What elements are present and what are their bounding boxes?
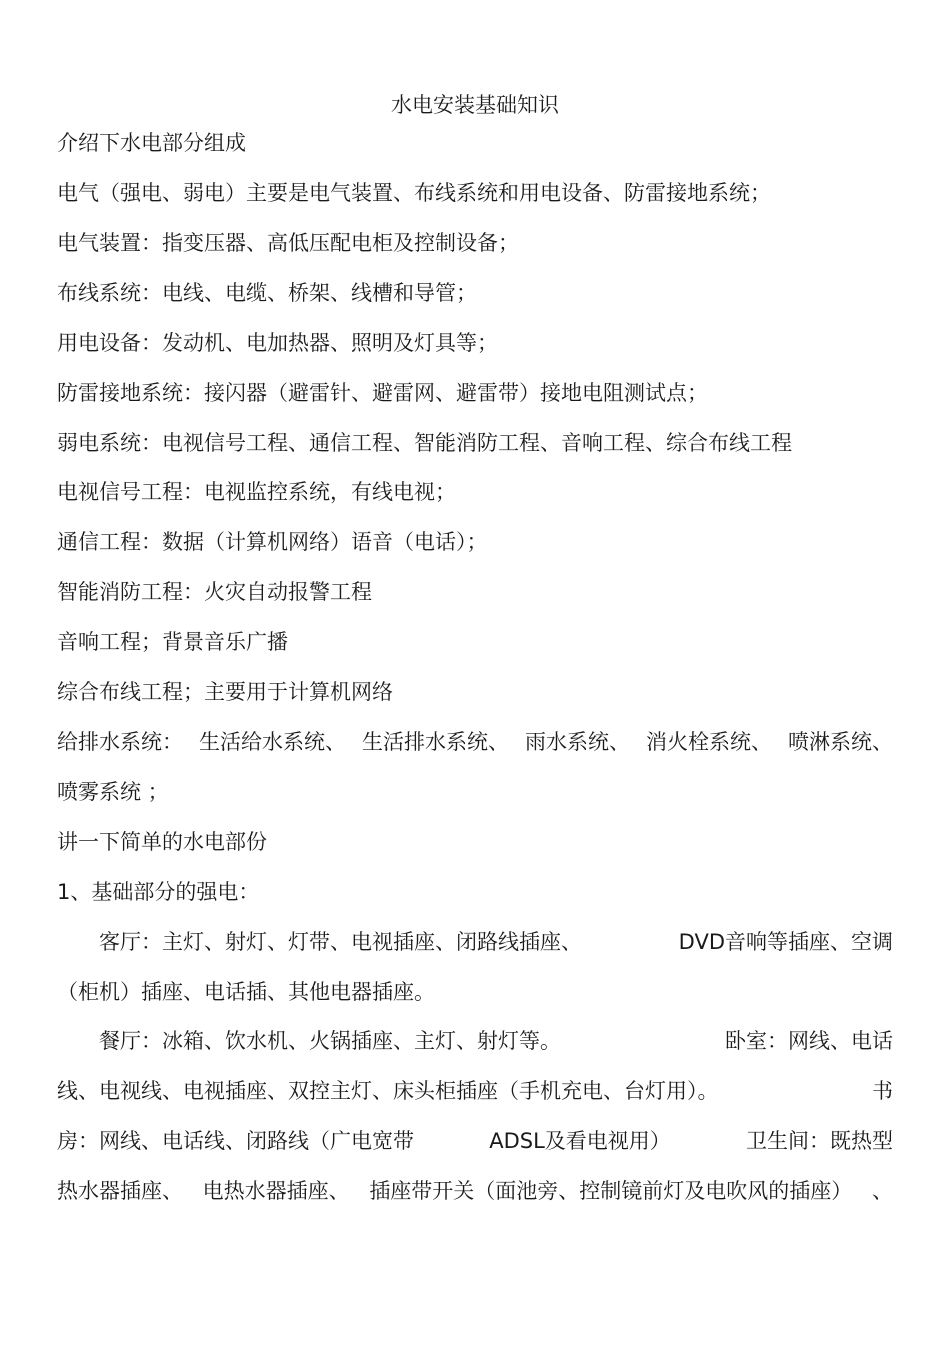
text-segment: 生活排水系统、 [362,730,509,754]
paragraph-line: 布线系统：电线、电缆、桥架、线槽和导管； [57,281,477,305]
text-segment: 消火栓系统、 [646,730,772,754]
text-segment: ADSL及看电视用） [489,1129,671,1153]
paragraph-line: 智能消防工程：火灾自动报警工程 [57,580,372,604]
paragraph-line: 电气（强电、弱电）主要是电气装置、布线系统和用电设备、防雷接地系统； [57,181,771,205]
section-heading: 1、基础部分的强电： [57,880,260,904]
text-segment: DVD音响等插座、空调 [678,930,893,954]
text-segment: 雨水系统、 [525,730,630,754]
study-line [57,1126,893,1156]
paragraph-line: 音响工程；背景音乐广播 [57,630,288,654]
paragraph-line: 弱电系统：电视信号工程、通信工程、智能消防工程、音响工程、综合布线工程 [57,431,792,455]
text-segment: 线、电视线、电视插座、双控主灯、床头柜插座（手机充电、台灯用）。 [57,1079,719,1103]
text-segment: 客厅：主灯、射灯、灯带、电视插座、闭路线插座、 [57,930,582,954]
paragraph-line: 通信工程：数据（计算机网络）语音（电话）； [57,530,488,554]
paragraph-line: 综合布线工程；主要用于计算机网络 [57,680,393,704]
text-segment: 生活给水系统、 [199,730,346,754]
paragraph-line: 喷雾系统 ； [57,780,169,804]
text-segment: 房：网线、电话线、闭路线（广电宽带 [57,1129,414,1153]
paragraph-line: 电气装置：指变压器、高低压配电柜及控制设备； [57,231,519,255]
text-segment: 电热水器插座、 [202,1179,350,1203]
paragraph-line: 防雷接地系统：接闪器（避雷针、避雷网、避雷带）接地电阻测试点； [57,381,708,405]
bathroom-line [57,1176,893,1206]
text-segment: 书 [872,1079,893,1103]
text-segment: 喷淋系统、 [788,730,893,754]
paragraph-line: （柜机）插座、电话插、其他电器插座。 [57,980,435,1004]
paragraph-line: 用电设备：发动机、电加热器、照明及灯具等； [57,331,498,355]
living-room-line [57,927,893,957]
section-heading: 讲一下简单的水电部份 [57,830,267,854]
text-segment: 餐厅：冰箱、饮水机、火锅插座、主灯、射灯等。 [57,1029,561,1053]
paragraph-line: 电视信号工程：电视监控系统，有线电视； [57,480,456,504]
document-title: 水电安装基础知识 [391,93,559,117]
paragraph-line: 介绍下水电部分组成 [57,131,246,155]
bedroom-line [57,1076,893,1106]
water-system-line [57,727,893,757]
text-segment: 插座带开关（面池旁、控制镜前灯及电吹风的插座） [369,1179,853,1203]
text-segment: 、 [871,1179,893,1203]
text-segment: 给排水系统： [57,730,183,754]
text-segment: 热水器插座、 [57,1179,183,1203]
text-segment: 卧室：网线、电话 [725,1029,893,1053]
dining-room-line [57,1026,893,1056]
text-segment: 卫生间：既热型 [745,1129,893,1153]
